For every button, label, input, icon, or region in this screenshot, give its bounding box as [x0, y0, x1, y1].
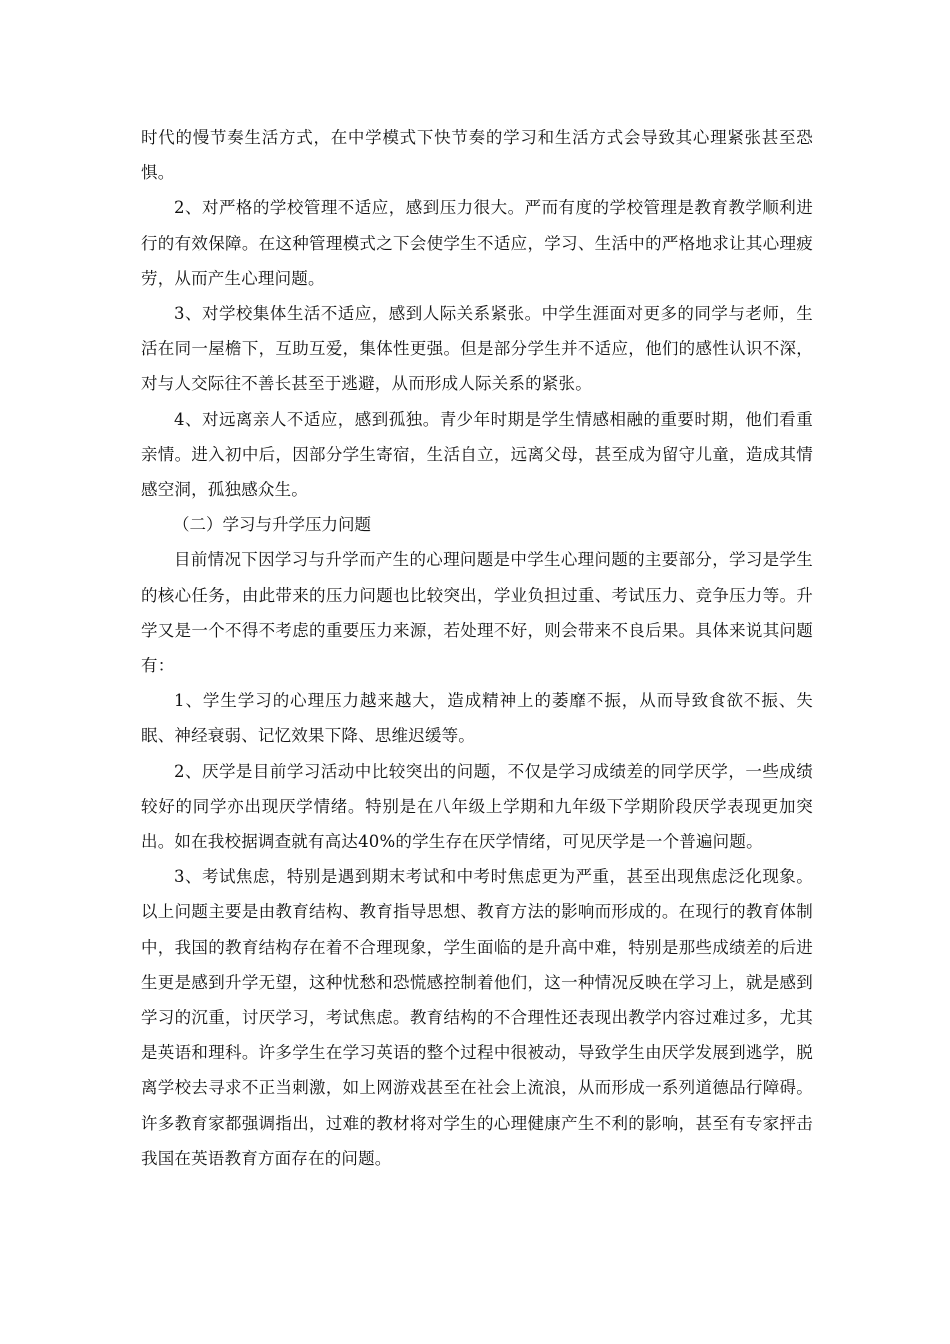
paragraph-item-2: 2、对严格的学校管理不适应，感到压力很大。严而有度的学校管理是教育教学顺利进行的有效保障。在这种管理模式之下会使学生不适应，学习、生活中的严格地求让其心理疲劳，从而产生心理问题。	[141, 198, 813, 288]
paragraph-problem-3: 3、考试焦虑，特别是遇到期末考试和中考时焦虑更为严重，甚至出现焦虑泛化现象。以上问题主要是由教育结构、教育指导思想、教育方法的影响而形成的。在现行的教育体制中，我国的教育结构存在着不合理现象，学生面临的是升高中难，特别是那些成绩差的后进生更是感到升学无望，这种忧愁和恐慌感控制着他们，这一种情况反映在学习上，就是感到学习的沉重，讨厌学习，考试焦虑。教育结构的不合理性还表现出教学内容过难过多，尤其是英语和理科。许多学生在学习英语的整个过程中很被动，导致学生由厌学发展到逃学，脱离学校去寻求不正当刺激，如上网游戏甚至在社会上流浪，从而形成一系列道德品行障碍。许多教育家都强调指出，过难的教材将对学生的心理健康产生不利的影响，甚至有专家抨击我国在英语教育方面存在的问题。	[141, 867, 813, 1168]
paragraph-problem-2: 2、厌学是目前学习活动中比较突出的问题，不仅是学习成绩差的同学厌学，一些成绩较好的同学亦出现厌学情绪。特别是在八年级上学期和九年级下学期阶段厌学表现更加突出。如在我校据调查就有高达40%的学生存在厌学情绪，可见厌学是一个普遍问题。	[141, 761, 813, 852]
paragraph-item-3: 3、对学校集体生活不适应，感到人际关系紧张。中学生涯面对更多的同学与老师，生活在同一屋檐下，互助互爱，集体性更强。但是部分学生并不适应，他们的感性认识不深，对与人交际往不善长甚至于逃避，从而形成人际关系的紧张。	[141, 304, 813, 394]
section-heading: （二）学习与升学压力问题	[173, 515, 371, 535]
paragraph-continuation: 时代的慢节奏生活方式，在中学模式下快节奏的学习和生活方式会导致其心理紧张甚至恐惧。	[141, 128, 813, 183]
paragraph-intro: 目前情况下因学习与升学而产生的心理问题是中学生心理问题的主要部分，学习是学生的核心任务，由此带来的压力问题也比较突出，学业负担过重、考试压力、竞争压力等。升学又是一个不得不考虑的重要压力来源，若处理不好，则会带来不良后果。具体来说其问题有：	[141, 550, 813, 676]
document-body	[141, 120, 813, 1176]
paragraph-item-4: 4、对远离亲人不适应，感到孤独。青少年时期是学生情感相融的重要时期，他们看重亲情。进入初中后，因部分学生寄宿，生活自立，远离父母，甚至成为留守儿童，造成其情感空洞，孤独感众生。	[141, 409, 813, 500]
paragraph-problem-1: 1、学生学习的心理压力越来越大，造成精神上的萎靡不振，从而导致食欲不振、失眠、神经衰弱、记忆效果下降、思维迟缓等。	[141, 691, 813, 746]
